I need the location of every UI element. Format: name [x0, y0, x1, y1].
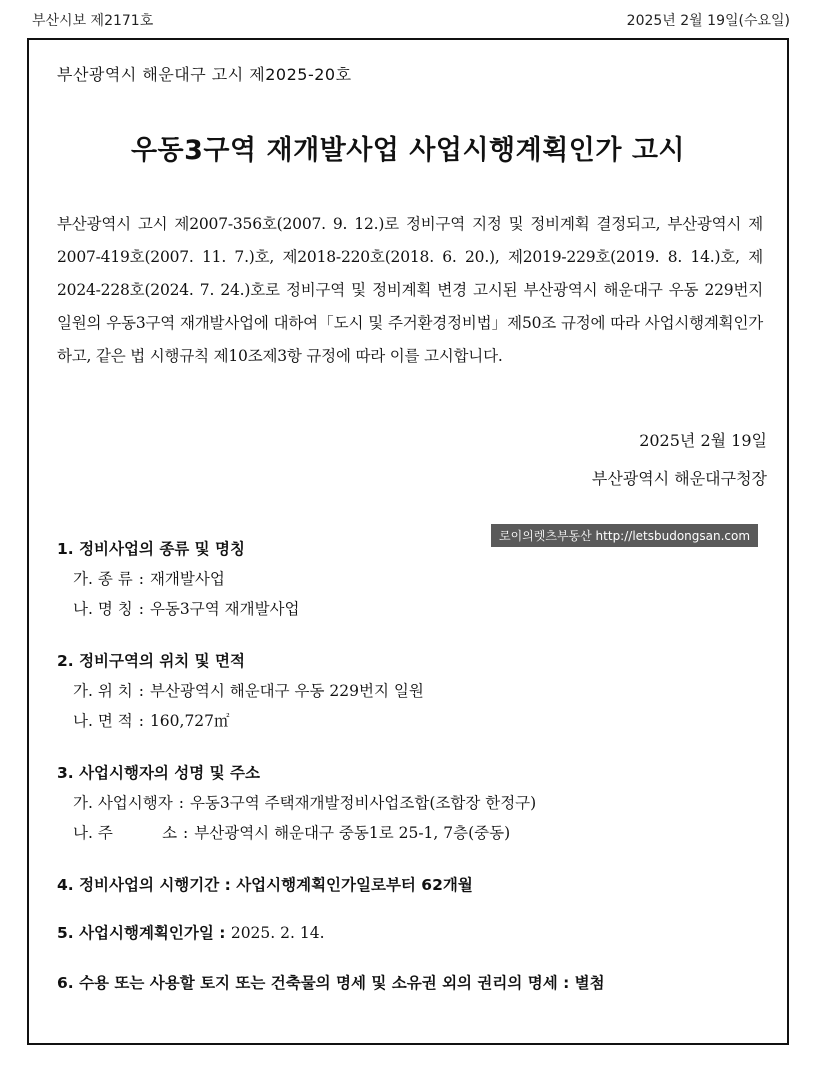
item-value: 우동3구역 주택재개발정비사업조합(조합장 한정구) — [189, 794, 537, 812]
notice-title: 우동3구역 재개발사업 사업시행계획인가 고시 — [130, 135, 686, 166]
watermark-label: 로이의렛츠부동산 http://letsbudongsan.com — [491, 524, 758, 547]
section-5 — [57, 918, 767, 948]
item-value: 우동3구역 재개발사업 — [149, 600, 300, 618]
section-heading-line — [57, 918, 767, 948]
notice-body-text: 부산광역시 고시 제2007-356호(2007. 9. 12.)로 정비구역 지정 및 정비계획 결정되고, 부산광역시 제2007-419호(2007. 11. 7.)호, 제2018-220호(2018. 6. 20.), 제2019-229호(2019. 8. 14.)호, 제2024-228호(2024. 7. 24.)호로 정비구역 및 정비계획 변경 고시된 부산광역시 해운대구 우동 229번지 일원의 우동3구역 재개발사업에 대하여「도시 및 주거환경정비법」제50조 규정에 따라 사업시행계획인가하고, 같은 법 시행규칙 제10조제3항 규정에 따라 이를 고시합니다. — [57, 215, 763, 365]
list-item: 나. 명 칭 : 우동3구역 재개발사업 — [57, 594, 767, 624]
section-4 — [57, 870, 767, 900]
item-label: 가. 위 치 — [73, 682, 133, 700]
notice-number: 부산광역시 해운대구 고시 제2025-20호 — [57, 65, 352, 84]
section-heading: 3. 사업시행자의 성명 및 주소 — [57, 764, 260, 782]
notice-issuer: 부산광역시 해운대구청장 — [591, 469, 767, 488]
gazette-header — [30, 10, 790, 32]
list-item: 가. 종 류 : 재개발사업 — [57, 564, 767, 594]
list-item: 가. 위 치 : 부산광역시 해운대구 우동 229번지 일원 — [57, 676, 767, 706]
item-value: 부산광역시 해운대구 중동1로 25-1, 7층(중동) — [194, 824, 511, 842]
section-heading: 6. 수용 또는 사용할 토지 또는 건축물의 명세 및 소유권 외의 권리의 명세 : 별첨 — [57, 974, 605, 992]
list-item: 나. 면 적 : 160,727㎡ — [57, 706, 767, 736]
item-label: 가. 사업시행자 — [73, 794, 173, 812]
item-label: 나. 명 칭 — [73, 600, 133, 618]
list-item: 나. 주 소 : 부산광역시 해운대구 중동1로 25-1, 7층(중동) — [57, 818, 767, 848]
section-3 — [57, 758, 767, 848]
section-heading: 4. 정비사업의 시행기간 : 사업시행계획인가일로부터 62개월 — [57, 876, 473, 894]
section-6 — [57, 968, 767, 998]
item-label: 나. 면 적 — [73, 712, 133, 730]
section-heading: 5. 사업시행계획인가일 : — [57, 924, 231, 942]
notice-body — [57, 208, 763, 373]
item-value: 160,727㎡ — [149, 712, 230, 730]
section-1 — [57, 534, 767, 624]
section-heading: 2. 정비구역의 위치 및 면적 — [57, 652, 245, 670]
list-item: 가. 사업시행자 : 우동3구역 주택재개발정비사업조합(조합장 한정구) — [57, 788, 767, 818]
section-2 — [57, 646, 767, 736]
item-label: 가. 종 류 — [73, 570, 133, 588]
item-value: 부산광역시 해운대구 우동 229번지 일원 — [149, 682, 424, 700]
item-label: 나. 주 소 — [73, 824, 178, 842]
item-value: 재개발사업 — [149, 570, 225, 588]
publication-number: 부산시보 제2171호 — [32, 13, 154, 29]
approval-date: 2025. 2. 14. — [230, 924, 325, 942]
publication-date: 2025년 2월 19일(수요일) — [626, 13, 790, 29]
notice-document — [27, 38, 789, 1045]
section-heading: 1. 정비사업의 종류 및 명칭 — [57, 540, 245, 558]
notice-date: 2025년 2월 19일 — [639, 431, 767, 450]
